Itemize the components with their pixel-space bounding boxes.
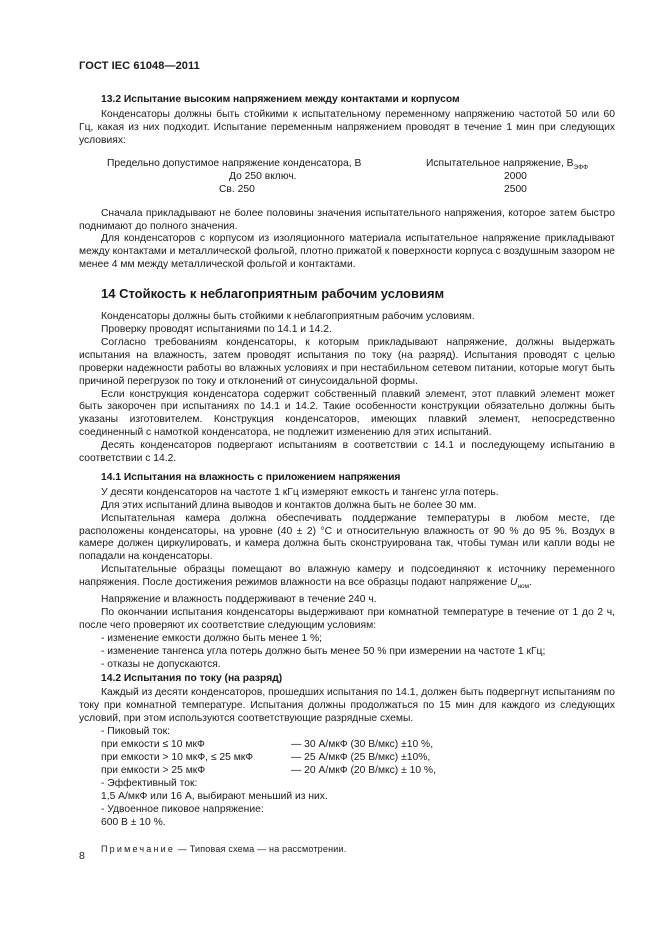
peak-current-row: при емкости ≤ 10 мкФ — 30 А/мкФ (30 В/мкс) ±10 %, xyxy=(101,739,434,751)
peak-current-label: - Пиковый ток: xyxy=(101,726,170,738)
subscript-eff: ЭФФ xyxy=(573,163,589,171)
paragraph: Каждый из десяти конденсаторов, прошедших испытания по 14.1, должен быть подвергнут испытаниям по току при комнатной температуре. Испытания должны продолжаться по 15 мин для каждого из следующих условий, при этом используются соответствующие разрядные схемы. xyxy=(79,687,615,725)
double-peak-voltage-label: - Удвоенное пиковое напряжение: xyxy=(101,803,264,815)
peak-current-row: при емкости > 10 мкФ, ≤ 25 мкФ — 25 А/мкФ (25 В/мкс) ±10%, xyxy=(101,752,431,764)
note xyxy=(79,843,615,856)
paragraph: У десяти конденсаторов на частоте 1 кГц измеряют емкость и тангенс угла потерь. xyxy=(101,486,499,498)
table-header-rated-voltage: Предельно допустимое напряжение конденсатора, В xyxy=(107,157,362,169)
note-text: — Типовая схема — на рассмотрении. xyxy=(175,844,347,855)
page-content xyxy=(79,94,615,856)
paragraph: Проверку проводят испытаниями по 14.1 и 14.2. xyxy=(101,323,332,335)
section-14-1-title: 14.1 Испытания на влажность с приложением напряжения xyxy=(101,471,401,483)
paragraph: Испытательная камера должна обеспечивать поддержание температуры в любом месте, где расположены конденсаторы, на уровне (40 ± 2) °С и относительную влажность от 90 % до 95 %. Воздух в камере должен циркулировать, и камера должна быть сконструирована так, чтобы туман или капли воды не попадали на конденсаторы. xyxy=(79,512,615,563)
paragraph: Испытательные образцы помещают во влажную камеру и подсоединяют к источнику переменного напряжения. После достижения режимов влажности на все образцы подают напряжение $U_{ном}$. xyxy=(79,564,615,591)
paragraph: По окончании испытания конденсаторы выдерживают при комнатной температуре в течение от 1 до 2 ч, после чего проверяют их соответствие следующим условиям: xyxy=(79,607,615,631)
paragraph: Десять конденсаторов подвергают испытаниям в соответствии с 14.1 и последующему испытанию в соответствии с 14.2. xyxy=(79,440,615,465)
voltage-symbol: U xyxy=(510,577,518,589)
subscript-nom: ном xyxy=(517,583,530,591)
paragraph: Конденсаторы должны быть стойкими к испытательному переменному напряжению частотой 50 или 60 Гц, какая из них подходит. Испытание переменным напряжением проводят в течение 1 мин при следующих условиях: xyxy=(79,108,615,146)
effective-current-label: - Эффективный ток: xyxy=(101,777,198,789)
paragraph: Если конструкция конденсатора содержит собственный плавкий элемент, этот плавкий элемент может быть закорочен при испытаниях по 14.1 и 14.2. Такие особенности конструкции обязательно должны быть указаны изготовителем. Конструкция конденсаторов, имеющих плавкий элемент, непосредственно соединенный с намоткой конденсатора, не подлежит изменению для этих испытаний. xyxy=(79,388,615,439)
table-cell-condition: Св. 250 xyxy=(219,183,255,195)
paragraph: Конденсаторы должны быть стойкими к неблагоприятным рабочим условиям. xyxy=(101,311,475,323)
section-14-title: 14 Стойкость к неблагоприятным рабочим условиям xyxy=(101,286,445,302)
paragraph: Сначала прикладывают не более половины значения испытательного напряжения, которое затем быстро поднимают до полного значения. xyxy=(79,207,615,232)
effective-current-value: 1,5 А/мкФ или 16 А, выбирают меньший из них. xyxy=(101,790,328,802)
paragraph: Для конденсаторов с корпусом из изоляционного материала испытательное напряжение прикладывают между контактами и металлической фольгой, плотно прижатой к поверхности корпуса с воздушным зазором не менее 4 мм между металлической фольгой и контактами. xyxy=(79,233,615,271)
list-item: - отказы не допускаются. xyxy=(101,658,221,670)
peak-current-row: при емкости > 25 мкФ — 20 А/мкФ (20 В/мкс) ± 10 %, xyxy=(101,764,436,776)
table-cell-condition: До 250 включ. xyxy=(229,170,297,182)
table-cell-value: 2500 xyxy=(504,183,527,195)
table-cell-value: 2000 xyxy=(504,170,527,182)
page-number: 8 xyxy=(79,850,85,862)
note-label: Примечание xyxy=(101,844,176,855)
table-header-test-voltage: Испытательное напряжение, $В_{ЭФФ}$ xyxy=(426,157,589,171)
paragraph: Для этих испытаний длина выводов и контактов должна быть не более 30 мм. xyxy=(101,499,477,511)
paragraph: Согласно требованиям конденсаторы, к которым прикладывают напряжение, должны выдержать испытания на влажность, затем проводят испытания по току (на разряд). Испытания проводят с целью проверки надежности работы во влажных условиях и при нестабильном сетевом питании, которые могут быть причиной перегрузок по току и отклонений от синусоидальной формы. xyxy=(79,336,615,387)
document-header: ГОСТ IEC 61048—2011 xyxy=(79,60,200,72)
section-14-2-title: 14.2 Испытания по току (на разряд) xyxy=(101,672,283,684)
voltage-table xyxy=(79,158,615,198)
section-13-2-title: 13.2 Испытание высоким напряжением между контактами и корпусом xyxy=(101,94,460,105)
paragraph: Напряжение и влажность поддерживают в течение 240 ч. xyxy=(101,594,377,606)
double-peak-voltage-value: 600 В ± 10 %. xyxy=(101,816,166,828)
list-item: - изменение емкости должно быть менее 1 %; xyxy=(101,632,322,644)
list-item: - изменение тангенса угла потерь должно быть менее 50 % при измерении на частоте 1 кГц; xyxy=(101,645,546,657)
